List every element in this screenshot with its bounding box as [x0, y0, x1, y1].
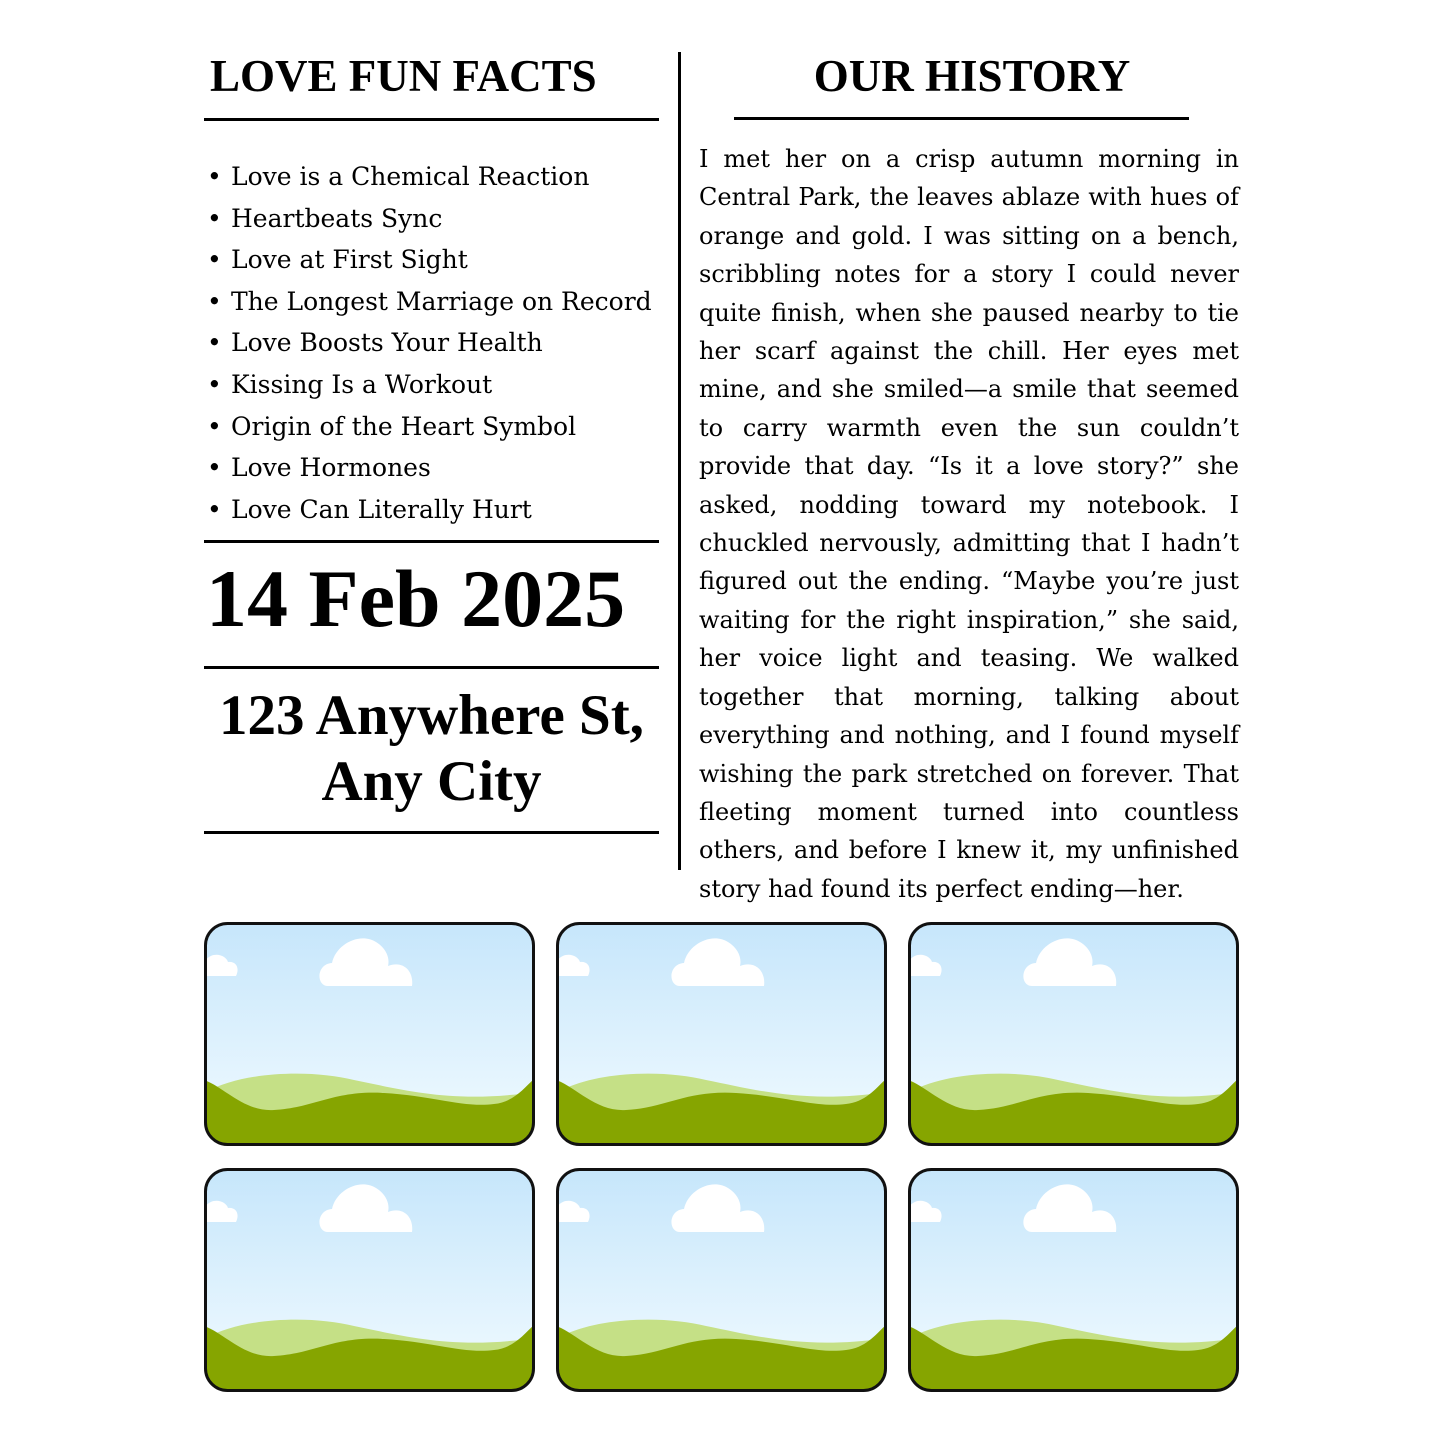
landscape-placeholder-icon: [908, 1168, 1239, 1392]
bullet-icon: •: [207, 162, 222, 191]
photo-placeholder: [556, 922, 887, 1146]
bullet-icon: •: [207, 286, 222, 316]
history-title-rule: [734, 117, 1189, 120]
bullet-icon: •: [207, 453, 222, 483]
photo-placeholder: [556, 1168, 887, 1392]
fun-fact-item: [204, 156, 659, 198]
bullet-icon: •: [207, 245, 222, 275]
date-bottom-rule: [204, 666, 659, 669]
landscape-placeholder-icon: [204, 922, 535, 1146]
photo-grid: [204, 922, 1239, 1393]
fun-facts-list: [204, 156, 659, 530]
address-line-1: 123 Anywhere St,: [219, 684, 644, 748]
fun-facts-title: LOVE FUN FACTS: [210, 51, 597, 101]
photo-placeholder: [908, 1168, 1239, 1392]
history-title: OUR HISTORY: [813, 51, 1131, 101]
photo-placeholder: [908, 922, 1239, 1146]
bullet-icon: •: [207, 494, 222, 524]
photo-placeholder: [204, 922, 535, 1146]
fun-facts-section: [204, 48, 659, 834]
photo-placeholder: [204, 1168, 535, 1392]
bullet-icon: •: [207, 203, 222, 233]
landscape-placeholder-icon: [908, 922, 1239, 1146]
address-line-2: Any City: [321, 750, 542, 814]
landscape-placeholder-icon: [556, 922, 887, 1146]
address-bottom-rule: [204, 831, 659, 834]
fun-fact-text: Love Hormones: [231, 453, 431, 483]
fun-fact-item: [204, 364, 659, 406]
bullet-icon: •: [207, 328, 222, 358]
fun-fact-text: Love is a Chemical Reaction: [231, 162, 590, 191]
bullet-icon: •: [207, 411, 222, 441]
fun-fact-item: [204, 447, 659, 489]
fun-fact-text: Love at First Sight: [231, 245, 468, 275]
fun-fact-item: [204, 406, 659, 448]
fun-fact-text: Origin of the Heart Symbol: [231, 411, 577, 441]
date-top-rule: [204, 540, 659, 543]
landscape-placeholder-icon: [204, 1168, 535, 1392]
column-divider: [678, 52, 681, 870]
fun-fact-item: [204, 281, 659, 323]
fun-fact-item: [204, 322, 659, 364]
fun-fact-text: Kissing Is a Workout: [231, 369, 493, 399]
fun-facts-title-rule: [204, 118, 659, 121]
bullet-icon: •: [207, 369, 222, 399]
event-date: 14 Feb 2025: [206, 553, 626, 645]
landscape-placeholder-icon: [556, 1168, 887, 1392]
fun-fact-item: [204, 198, 659, 240]
fun-fact-text: Love Boosts Your Health: [231, 328, 543, 358]
fun-fact-text: Heartbeats Sync: [231, 203, 443, 233]
fun-fact-item: [204, 239, 659, 281]
fun-fact-item: [204, 489, 659, 531]
history-section: [699, 48, 1239, 903]
event-address: [204, 683, 659, 815]
fun-fact-text: Love Can Literally Hurt: [231, 494, 532, 524]
fun-fact-text: The Longest Marriage on Record: [231, 286, 652, 316]
history-story: I met her on a crisp autumn morning in Central Park, the leaves ablaze with hues of orange and gold. I was sitting on a bench, scribbling notes for a story I could never quite finish, when she paused nearby to tie her scarf against the chill. Her eyes met mine, and she smiled—a smile that seemed to carry warmth even the sun couldn’t provide that day. “Is it a love story?” she asked, nodding toward my notebook. I chuckled nervously, admitting that I hadn’t figured out the ending. “Maybe you’re just waiting for the right inspiration,” she said, her voice light and teasing. We walked together that morning, talking about everything and nothing, and I found myself wishing the park stretched on forever. That fleeting moment turned into countless others, and before I knew it, my unfinished story had found its perfect ending—her.: [699, 145, 1239, 903]
